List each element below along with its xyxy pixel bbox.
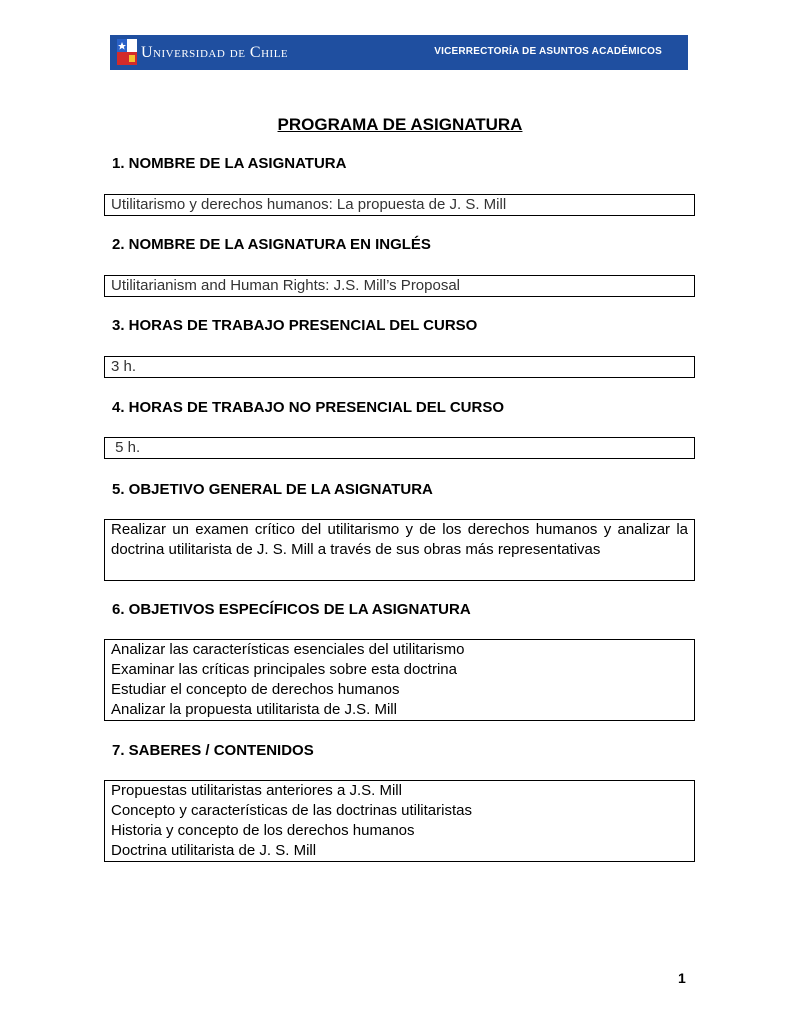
university-shield-icon — [116, 38, 138, 66]
university-name: Universidad de Chile — [141, 44, 289, 61]
section-7-heading: 7. SABERES / CONTENIDOS — [112, 742, 314, 759]
section-5-box — [104, 519, 695, 581]
section-7-box — [104, 780, 695, 862]
section-7-line: Propuestas utilitaristas anteriores a J.S. Mill — [111, 782, 402, 799]
section-4-heading: 4. HORAS DE TRABAJO NO PRESENCIAL DEL CURSO — [112, 399, 504, 416]
section-7-line: Concepto y características de las doctrinas utilitaristas — [111, 802, 472, 819]
section-2-box — [104, 275, 695, 297]
section-7-line: Doctrina utilitarista de J. S. Mill — [111, 842, 317, 859]
section-5-text: Realizar un examen crítico del utilitarismo y de los derechos humanos y analizar la doctrina utilitarista de J. S. Mill a través de sus obras más representativas — [111, 521, 688, 558]
office-name: VICERRECTORÍA DE ASUNTOS ACADÉMICOS — [434, 46, 662, 57]
section-6-heading: 6. OBJETIVOS ESPECÍFICOS DE LA ASIGNATURA — [112, 601, 471, 618]
section-6-box — [104, 639, 695, 721]
section-5-heading: 5. OBJETIVO GENERAL DE LA ASIGNATURA — [112, 481, 433, 498]
section-4-line: 5 h. — [111, 439, 141, 456]
section-4-box — [104, 437, 695, 459]
section-6-line: Analizar las características esenciales del utilitarismo — [111, 641, 465, 658]
section-1-box — [104, 194, 695, 216]
section-1-line: Utilitarismo y derechos humanos: La propuesta de J. S. Mill — [111, 196, 507, 213]
section-6-line: Analizar la propuesta utilitarista de J.S. Mill — [111, 701, 397, 718]
section-2-heading: 2. NOMBRE DE LA ASIGNATURA EN INGLÉS — [112, 236, 431, 253]
header-banner — [110, 35, 688, 70]
section-3-box — [104, 356, 695, 378]
section-6-line: Estudiar el concepto de derechos humanos — [111, 681, 400, 698]
section-3-heading: 3. HORAS DE TRABAJO PRESENCIAL DEL CURSO — [112, 317, 478, 334]
page-number: 1 — [678, 970, 686, 986]
section-6-line: Examinar las críticas principales sobre esta doctrina — [111, 661, 457, 678]
section-2-line: Utilitarianism and Human Rights: J.S. Mill’s Proposal — [111, 277, 461, 294]
document-title: PROGRAMA DE ASIGNATURA — [277, 115, 523, 134]
section-3-line: 3 h. — [111, 358, 137, 375]
section-7-line: Historia y concepto de los derechos humanos — [111, 822, 415, 839]
section-1-heading: 1. NOMBRE DE LA ASIGNATURA — [112, 155, 347, 172]
